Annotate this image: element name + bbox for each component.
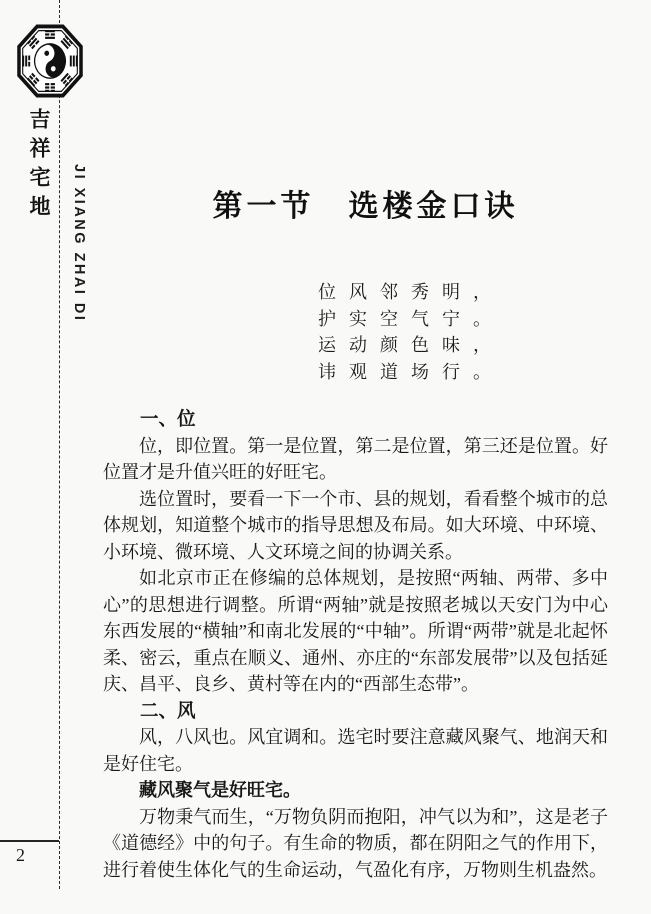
verse-line: 运动颜色味， [318, 335, 504, 355]
section-heading-wind: 二、风 [140, 699, 196, 721]
paragraph: 风，八风也。风宜调和。选宅时要注意藏风聚气、地润天和是好住宅。 [103, 727, 608, 774]
verse-line: 位风邻秀明， [318, 282, 504, 302]
verse-block [318, 279, 608, 385]
paragraph: 选位置时，要看一下一个市、县的规划，看看整个城市的总体规划，知道整个城市的指导思想及布局。如大环境、中环境、小环境、微环境、人文环境之间的协调关系。 [103, 488, 608, 562]
paragraph: 如北京市正在修编的总体规划，是按照“两轴、两带、多中心”的思想进行调整。所谓“两轴”就是按照老城以天安门为中心东西发展的“横轴”和南北发展的“中轴”。所谓“两带”就是北起怀柔、密云，重点在顺义、通州、亦庄的“东部发展带”以及包括延庆、昌平、良乡、黄村等在内的“西部生态带”。 [103, 568, 608, 694]
bagua-logo [15, 22, 85, 100]
series-title-chinese: 吉祥宅地 [27, 108, 51, 224]
paragraph: 位，即位置。第一是位置，第二是位置，第三还是位置。好位置才是升值兴旺的好旺宅。 [103, 435, 608, 482]
page-body [103, 181, 608, 883]
chapter-title: 第一节 选楼金口诀 [212, 190, 519, 223]
section-heading-position: 一、位 [140, 408, 196, 429]
verse-line: 护实空气宁。 [318, 308, 504, 329]
footer-rule [0, 840, 59, 842]
series-title-pinyin: JI XIANG ZHAI DI [71, 164, 87, 323]
spine-dashed-line [59, 0, 60, 889]
body-text [103, 406, 608, 883]
page-number: 2 [16, 845, 25, 865]
bagua-yinyang-icon [15, 22, 85, 100]
verse-line: 讳观道场行。 [318, 361, 504, 382]
paragraph: 万物秉气而生，“万物负阴而抱阳，冲气以为和”，这是老子《道德经》中的句子。有生命的物质，都在阴阳之气的作用下，进行着使生体化气的生命运动，气盈化有序，万物则生机盎然。 [103, 806, 608, 880]
paragraph-emphasis: 藏风聚气是好旺宅。 [139, 780, 301, 800]
